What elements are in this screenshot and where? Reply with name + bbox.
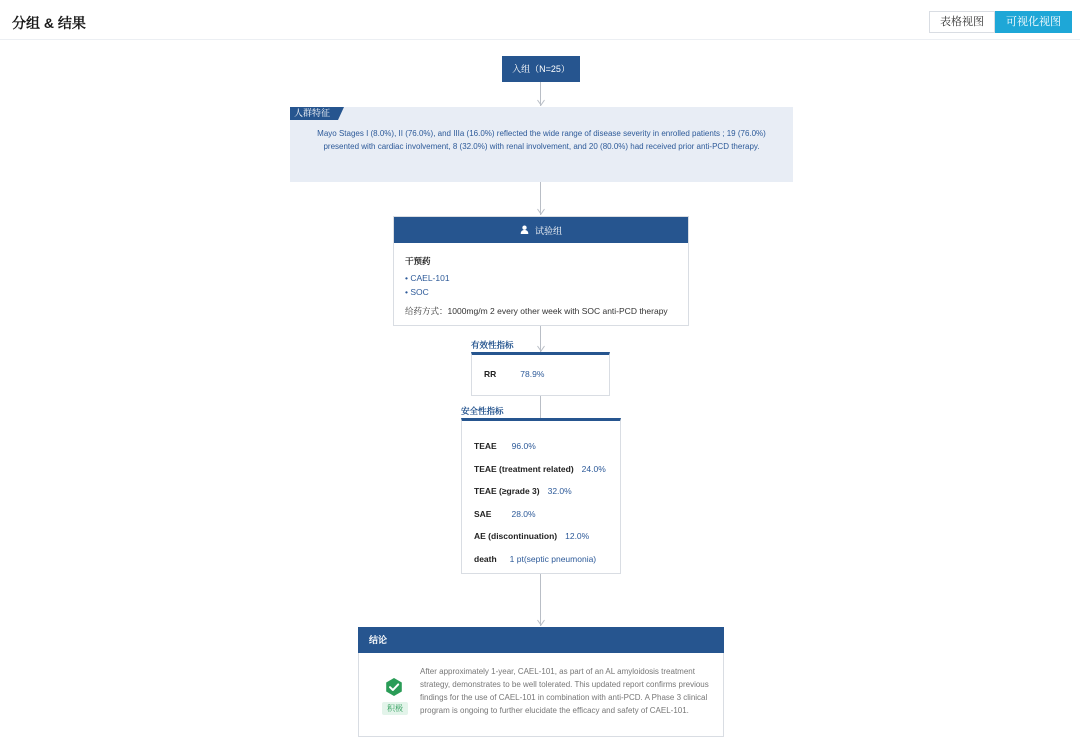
safety-card (461, 418, 621, 574)
dosing-info (405, 305, 677, 317)
metric-label: TEAE (≥grade 3) (474, 486, 540, 497)
metric-label: SAE (474, 508, 492, 519)
metric-value: 28.0% (511, 508, 536, 519)
metric-value: 96.0% (511, 441, 536, 452)
flow-arrow-icon (537, 99, 545, 107)
metric-value: 32.0% (547, 486, 572, 497)
metric-row (472, 355, 609, 379)
safety-title: 安全性指标 (461, 406, 504, 416)
drug-item: • SOC (405, 287, 429, 297)
metric-label: death (474, 553, 497, 564)
drug-item: • CAEL-101 (405, 273, 450, 283)
metric-row (474, 458, 620, 481)
flow-connector (540, 396, 541, 418)
metric-label: RR (484, 369, 497, 379)
arm-header (394, 217, 688, 243)
metric-row (474, 435, 620, 458)
flow-arrow-icon (537, 208, 545, 216)
visual-view-button[interactable]: 可视化视图 (995, 11, 1072, 33)
positive-badge: 积极 (382, 702, 408, 715)
enrollment-box: 入组（N=25） (502, 56, 580, 82)
page-header (0, 0, 1080, 40)
view-toggle (929, 11, 1072, 33)
metric-label: TEAE (474, 441, 497, 452)
metric-value: 1 pt(septic pneumonia) (509, 553, 597, 564)
metric-value: 78.9% (520, 369, 545, 379)
table-view-button[interactable]: 表格视图 (929, 11, 995, 33)
metric-row (474, 480, 620, 503)
efficacy-title: 有效性指标 (471, 340, 514, 350)
user-icon (520, 225, 529, 236)
check-shield-icon (384, 677, 404, 697)
arm-card (393, 216, 689, 326)
intervention-label: 干预药 (405, 256, 431, 266)
metric-value: 12.0% (565, 531, 590, 542)
population-label: 人群特征 (290, 107, 338, 120)
metric-label: TEAE (treatment related) (474, 463, 574, 474)
metric-row (474, 525, 620, 548)
conclusion-text: After approximately 1-year, CAEL-101, as part of an AL amyloidosis treatment strategy, demonstrates to be well tolerated. This updated report confirms previous findings for the use of CAEL-101 in combination with anti-PCD. A Phase 3 clinical program is ongoing to further elucidate the efficacy and safety of CAEL-101. (420, 667, 709, 715)
metric-row (474, 548, 620, 571)
flow-arrow-icon (537, 619, 545, 627)
metric-row (474, 503, 620, 526)
conclusion-body (358, 653, 724, 737)
conclusion-header: 结论 (358, 627, 724, 653)
population-text: Mayo Stages I (8.0%), II (76.0%), and IIIa (16.0%) reflected the wide range of disease severity in enrolled patients ; 19 (76.0%) presented with cardiac involvement, 8 (32.0%) with renal involvement, and 20 (80.0%) had received prior anti-PCD therapy. (317, 129, 766, 151)
page-title: 分组 & 结果 (12, 15, 86, 31)
efficacy-card (471, 352, 610, 396)
population-panel (290, 107, 793, 182)
metric-value: 24.0% (581, 463, 606, 474)
metric-label: AE (discontinuation) (474, 531, 558, 542)
arm-title: 试验组 (534, 225, 562, 236)
dosing-label: 给药方式： (405, 306, 448, 316)
dosing-value: 1000mg/m 2 every other week with SOC anti-PCD therapy (447, 306, 668, 316)
